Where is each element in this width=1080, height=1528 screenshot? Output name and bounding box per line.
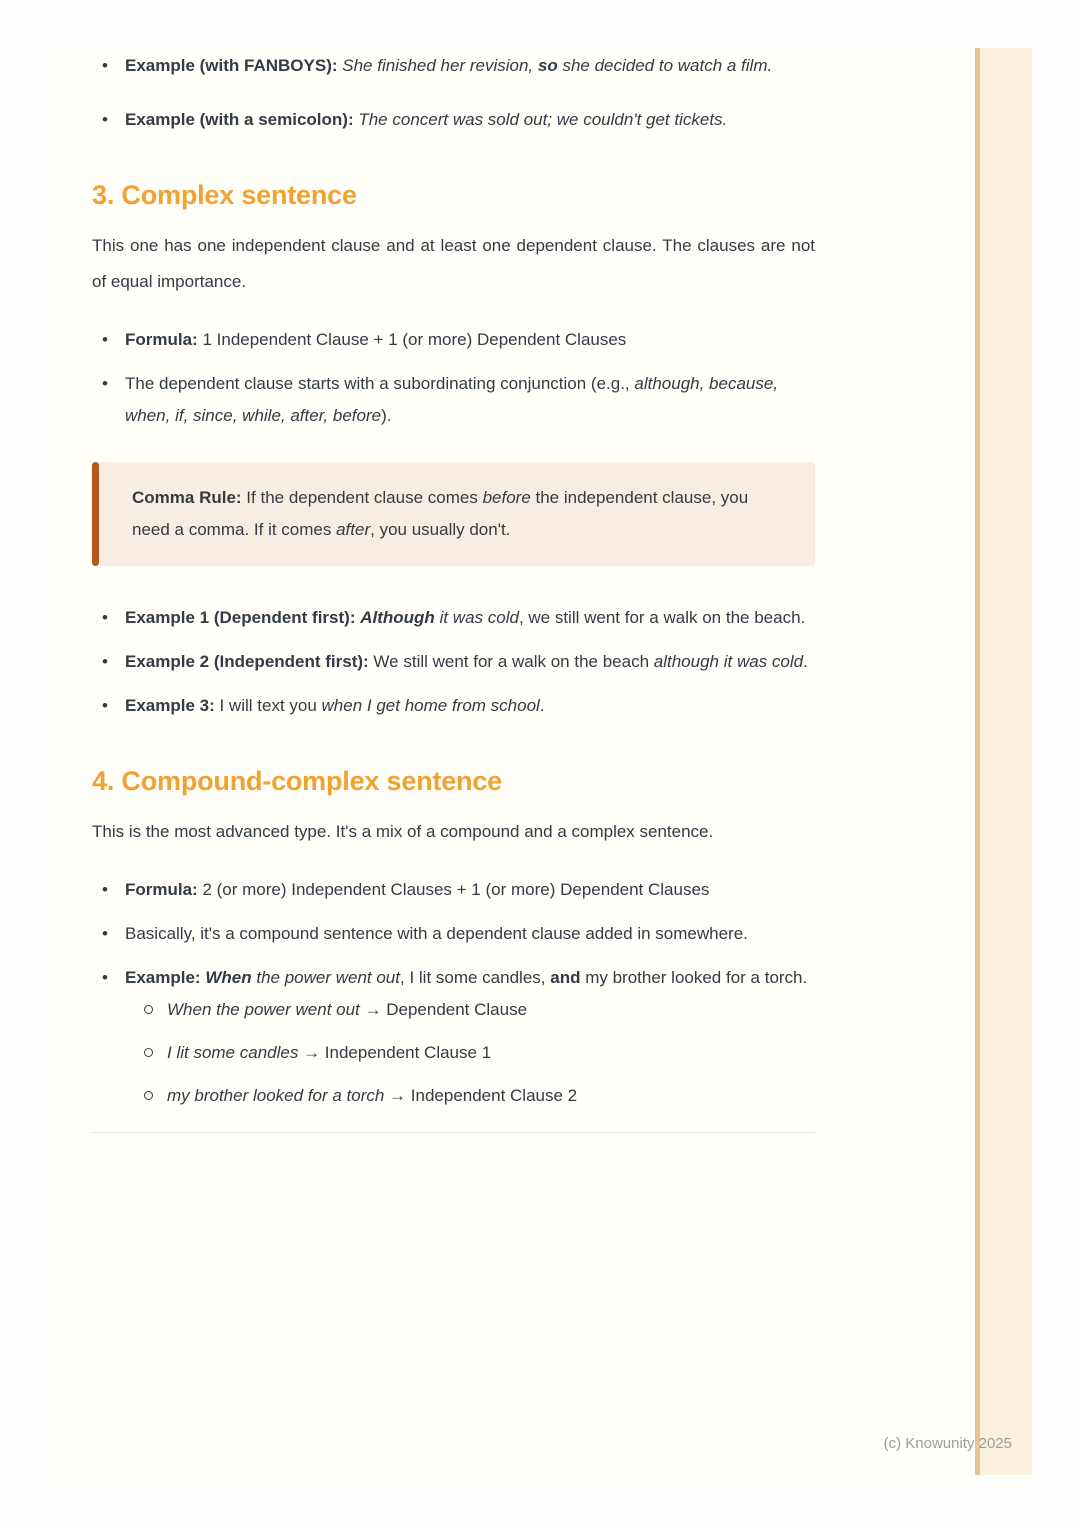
list-item-example-3 <box>92 690 815 722</box>
text-run: Example 1 (Dependent first): <box>125 608 356 627</box>
list-item-example-fanboys <box>92 50 815 82</box>
text-run: Formula: <box>125 880 198 899</box>
text-run: → Dependent Clause <box>359 1000 528 1019</box>
text-run: 1 Independent Clause + 1 (or more) Dependent Clauses <box>197 330 627 349</box>
text-run: Example (with a semicolon): <box>125 110 354 129</box>
text-run: Example 2 (Independent first): <box>125 652 369 671</box>
text-run: and <box>550 968 581 987</box>
text-run: The concert was sold out; we couldn't get tickets. <box>358 110 728 129</box>
text-run: I will text you <box>214 696 322 715</box>
text-run: I lit some candles <box>167 1043 299 1062</box>
text-run: it was cold <box>439 608 519 627</box>
section-3-example-list <box>92 602 815 722</box>
section-divider <box>92 1132 815 1133</box>
page-edge-stripe <box>975 48 1032 1475</box>
text-run: . <box>539 696 545 715</box>
text-run: She finished her revision, <box>342 56 538 75</box>
callout-text <box>132 482 789 546</box>
text-run: after <box>336 520 371 539</box>
text-run: The dependent clause starts with a subordinating conjunction (e.g., <box>125 374 635 393</box>
text-run: my brother looked for a torch <box>167 1086 385 1105</box>
text-run: If the dependent clause comes <box>241 488 483 507</box>
example-power-out-text <box>125 968 807 987</box>
list-item-subordinating-conjunction <box>92 368 815 432</box>
text-run: , we still went for a walk on the beach. <box>518 608 806 627</box>
text-run: . <box>803 652 808 671</box>
text-run: Basically, it's a compound sentence with a dependent clause added in somewhere. <box>125 924 748 943</box>
text-run: → Independent Clause 2 <box>384 1086 578 1105</box>
text-run: my brother looked for a torch. <box>580 968 808 987</box>
text-run: Example (with FANBOYS): <box>125 56 338 75</box>
section-4-paragraph: This is the most advanced type. It's a mix of a compound and a complex sentence. <box>92 822 714 841</box>
text-run: although, because, when, if, since, while, after, before <box>125 374 779 425</box>
text-run: so <box>537 56 558 75</box>
comma-rule-callout <box>92 462 815 566</box>
sub-item-dependent-clause <box>139 994 815 1026</box>
text-run: she decided to watch a film. <box>557 56 773 75</box>
list-item-formula-complex <box>92 324 815 356</box>
text-run: Comma Rule: <box>132 488 242 507</box>
text-run: Although <box>360 608 435 627</box>
clause-breakdown-list <box>125 994 815 1112</box>
list-item-example-power-out <box>92 962 815 1112</box>
section-4-bullet-list <box>92 874 815 1112</box>
list-item-basically <box>92 918 815 950</box>
text-run: Formula: <box>125 330 198 349</box>
text-run: When the power went out <box>167 1000 360 1019</box>
list-item-formula-compound-complex <box>92 874 815 906</box>
section-3-bullet-list <box>92 324 815 432</box>
list-item-example-semicolon <box>92 104 815 136</box>
sub-item-independent-clause-1 <box>139 1037 815 1069</box>
text-run: , I lit some candles, <box>400 968 551 987</box>
callout-accent-bar <box>92 462 99 566</box>
section-4-heading: 4. Compound-complex sentence <box>92 766 502 796</box>
document-page <box>47 48 1032 1475</box>
text-run: → Independent Clause 1 <box>298 1043 492 1062</box>
section-3-paragraph: This one has one independent clause and at least one dependent clause. The clauses are not of equal importance. <box>92 236 815 291</box>
page-content <box>92 48 815 1133</box>
text-run: although it was cold <box>653 652 804 671</box>
text-run: , you usually don't. <box>370 520 511 539</box>
text-run: before <box>482 488 531 507</box>
text-run: 2 (or more) Independent Clauses + 1 (or more) Dependent Clauses <box>197 880 710 899</box>
section-3-heading: 3. Complex sentence <box>92 180 357 210</box>
text-run: Example 3: <box>125 696 215 715</box>
sub-item-independent-clause-2 <box>139 1080 815 1112</box>
text-run: the independent clause, you need a comma. If it comes <box>132 488 749 539</box>
text-run: ). <box>381 406 392 425</box>
text-run: When <box>205 968 252 987</box>
text-run: Example: <box>125 968 201 987</box>
list-item-example-1 <box>92 602 815 634</box>
text-run: the power went out <box>256 968 400 987</box>
text-run: when I get home from school <box>321 696 540 715</box>
intro-bullet-list <box>92 50 815 136</box>
copyright-footer: (c) Knowunity 2025 <box>883 1435 1012 1452</box>
list-item-example-2 <box>92 646 815 678</box>
text-run: We still went for a walk on the beach <box>368 652 654 671</box>
